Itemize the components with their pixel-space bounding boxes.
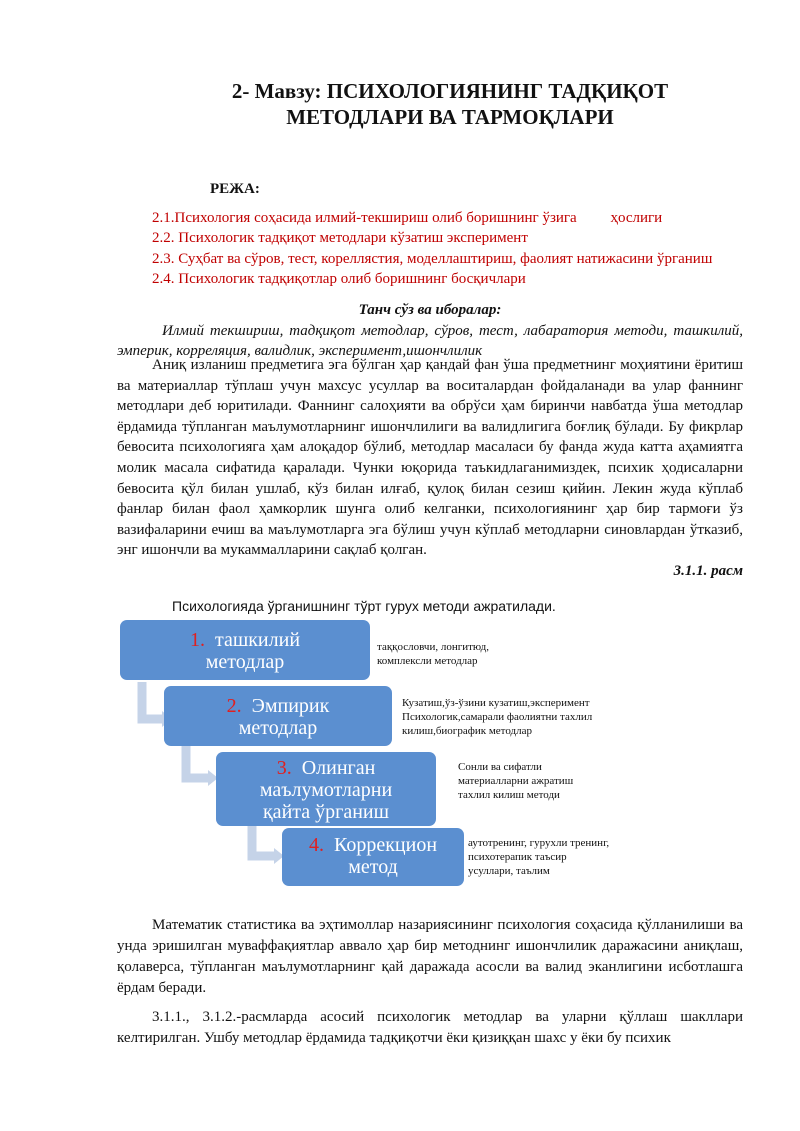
step-note: килиш,биографик методлар [402, 725, 532, 737]
figure-label: 3.1.1. расм [673, 563, 743, 579]
title-line-2: МЕТОДЛАРИ ВА ТАРМОҚЛАРИ [286, 105, 614, 129]
page-title [150, 78, 750, 130]
plan-item: 2.2. Психологик тадқиқот методлари кўзатиш эксперимент [152, 230, 528, 247]
method-step-1 [120, 620, 489, 680]
method-step-4 [282, 828, 609, 886]
body-section-2 [117, 915, 743, 1049]
step-title [190, 629, 300, 651]
step-note: таққословчи, лонгитюд, [377, 641, 489, 653]
step-note: комплексли методлар [377, 655, 478, 667]
connector-2 [186, 746, 218, 786]
step-note: Кузатиш,ўз-ўзини кузатиш,эксперимент [402, 697, 590, 709]
body-section-1 [117, 355, 743, 561]
step-line: методлар [205, 651, 285, 673]
paragraph: Аниқ изланиш предметига эга бўлган ҳар қандай фан ўша предметнинг моҳиятини ёритиш ва материаллар тўплаш учун махсус усуллар ва воситалардан фойдаланади ва улар фаннинг методлари деб юритилади. Фаннинг салоҳияти ва обрўси ҳам биринчи навбатда ўша методлар ёрдамида тўпланган маълумотларнинг ишончлилиги ва валидлигига боғлиқ бўлади. Бу фикрлар бевосита психологияга ҳам алоқадор бўлиб, методлар масаласи бу фанда жуда катта аҳамиятга молик масала сифатида қаралади. Чунки юқорида таъкидлаганимиздек, психик ҳодисаларни бевосита қўл билан ушлаб, кўз билан илғаб, қулоқ билан сезиш қийин. Лекин жуда кўплаб фанлар билан фаол ҳамкорлик шунга олиб келганки, психологиянинг ҳар бир тармоғи ўз вазифаларини ечиш ва маълумотларга эга бўлиш учун кўплаб методларни синовлардан ўтказиб, энг ишончли ва мукаммалларини сақлаб қолган. [117, 357, 743, 559]
method-step-3 [216, 752, 574, 826]
step-number: 2. [226, 695, 242, 717]
step-number: 3. [276, 757, 292, 779]
step-line: қайта ўрганиш [262, 801, 390, 823]
plan-item: 2.3. Суҳбат ва сўров, тест, кореллястия, моделлаштириш, фаолият натижасини ўрганиш [152, 250, 713, 267]
keywords-text: Илмий текшириш, тадқиқот методлар, сўров, тест, лабаратория методи, ташкилий, эмперик, корреляция, валидлик, эксперимент,ишончлилик [117, 323, 743, 360]
step-line: ташкилий [214, 629, 301, 651]
method-step-2 [164, 686, 593, 746]
step-note: Сонли ва сифатли [458, 761, 542, 773]
step-note: материалларни ажратиш [458, 775, 574, 787]
title-line-1: 2- Мавзу: ПСИХОЛОГИЯНИНГ ТАДҚИҚОТ [231, 79, 669, 103]
methods-diagram [112, 594, 702, 894]
paragraph: Математик статистика ва эҳтимоллар назариясининг психология соҳасида қўлланилиши ва унда эришилган муваффақиятлар аввало ҳар бир методнинг ишончлилик даражасини аниқлаш, қолаверса, тўпланган маълумотларнинг қай даражада асосли ва валид эканлигини исботлашга ёрдам беради. [117, 917, 743, 996]
keywords-heading: Танч сўз ва иборалар: [358, 302, 502, 318]
step-line: Эмпирик [251, 695, 330, 717]
step-note: психотерапик таъсир [468, 851, 567, 863]
step-note: усуллари, таълим [468, 865, 550, 877]
step-note: аутотренинг, гурухли тренинг, [468, 837, 610, 849]
step-number: 1. [189, 629, 205, 651]
plan-item: 2.4. Психологик тадқиқотлар олиб боришнинг босқичлари [152, 270, 526, 287]
diagram-heading: Психологияда ўрганишнинг тўрт гурух методи ажратилади. [172, 598, 556, 614]
step-line: Коррекцион [333, 834, 438, 856]
step-line: Олинган [301, 757, 376, 779]
plan-heading: РЕЖА: [210, 181, 260, 197]
plan-list [117, 208, 724, 289]
step-note: тахлил килиш методи [458, 789, 560, 801]
step-title [227, 695, 330, 717]
step-number: 4. [308, 834, 324, 856]
step-line: метод [348, 856, 398, 878]
step-line: маълумотларни [259, 779, 393, 801]
step-line: методлар [238, 717, 318, 739]
paragraph: 3.1.1., 3.1.2.-расмларда асосий психологик методлар ва уларни қўллаш шакллари келтирилган. Ушбу методлар ёрдамида тадқиқотчи ёки қизиққан шахс у ёки бу психик [117, 1009, 743, 1046]
step-note: Психологик,самарали фаолиятни тахлил [402, 711, 593, 723]
plan-item: 2.1.Психология соҳасида илмий-текшириш олиб боришнинг ўзига ҳослиги [152, 210, 663, 226]
step-title [277, 757, 376, 779]
